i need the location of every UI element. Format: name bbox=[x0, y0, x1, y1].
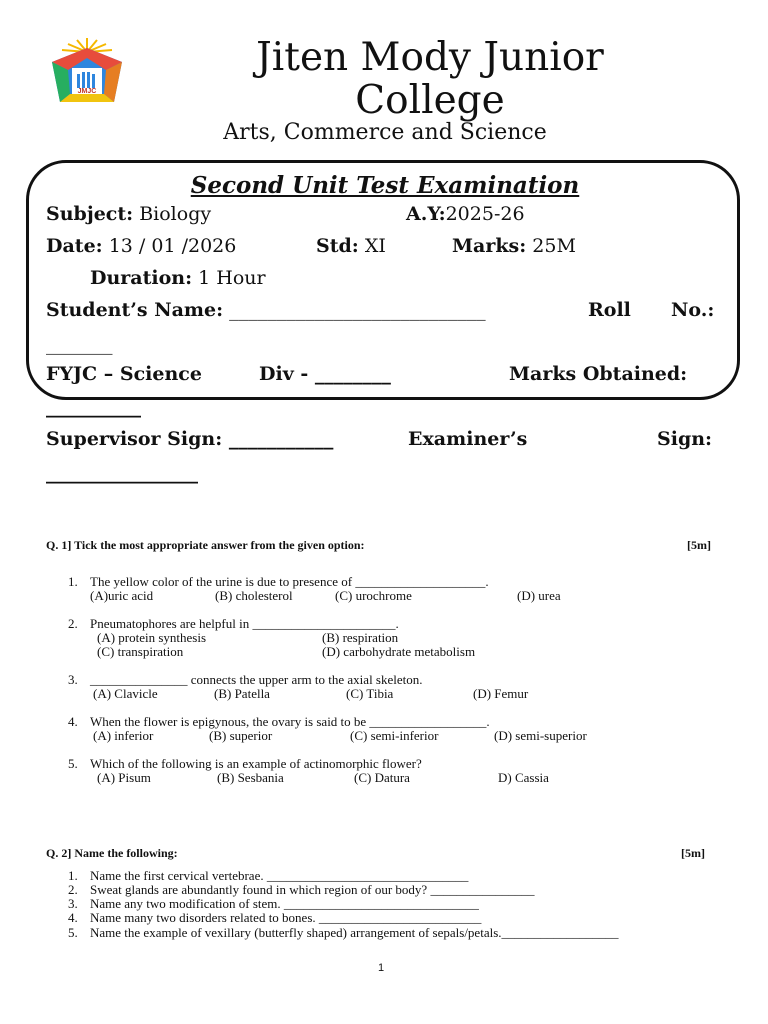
student-name-label: Student’s Name: bbox=[46, 299, 224, 321]
duration-field bbox=[90, 267, 266, 289]
q1-item-number: 5. bbox=[68, 756, 78, 771]
logo-text: JMJC bbox=[77, 88, 97, 95]
college-name bbox=[180, 36, 680, 122]
date-value: 13 / 01 /2026 bbox=[108, 235, 237, 257]
q1-option[interactable]: (B) cholesterol bbox=[215, 588, 293, 603]
q2-item-text: Sweat glands are abundantly found in which region of our body? ________________ bbox=[90, 882, 535, 897]
q1-item-text: Which of the following is an example of actinomorphic flower? bbox=[90, 756, 422, 771]
q1-item-number: 4. bbox=[68, 714, 78, 729]
roll-no-blank[interactable]: _______ bbox=[46, 333, 113, 355]
q1-option[interactable]: (B) Patella bbox=[214, 686, 270, 701]
marks-field bbox=[452, 235, 576, 257]
q2-item-number: 1. bbox=[68, 868, 78, 883]
q2-item-text: Name any two modification of stem. ______________________________ bbox=[90, 896, 479, 911]
q1-item-text: _______________ connects the upper arm to the axial skeleton. bbox=[90, 672, 423, 687]
division-field[interactable]: Div - ________ bbox=[259, 363, 391, 385]
college-name-line2: College bbox=[355, 78, 505, 123]
student-name-blank[interactable]: ___________________________ bbox=[229, 299, 486, 321]
q1-option[interactable]: (A) Pisum bbox=[97, 770, 151, 785]
q1-option[interactable]: (D) carbohydrate metabolism bbox=[322, 644, 476, 659]
q1-item-number: 2. bbox=[68, 616, 78, 631]
q1-option[interactable]: (A) inferior bbox=[93, 728, 154, 743]
q2-heading: Q. 2] Name the following: bbox=[46, 846, 178, 860]
college-logo bbox=[44, 36, 130, 108]
student-name-field[interactable] bbox=[46, 299, 486, 321]
academic-year bbox=[406, 203, 525, 225]
q1-option[interactable]: (B) respiration bbox=[322, 630, 399, 645]
q1-option[interactable]: (A)uric acid bbox=[90, 588, 154, 603]
q1-option[interactable]: (C) Tibia bbox=[346, 686, 394, 701]
std-label: Std: bbox=[316, 235, 359, 257]
fyjc-science-label: FYJC – Science bbox=[46, 363, 202, 385]
q2-item-number: 2. bbox=[68, 882, 78, 897]
q1-item-text: When the flower is epigynous, the ovary is said to be __________________. bbox=[90, 714, 490, 729]
q1-item-number: 1. bbox=[68, 574, 78, 589]
subject-label: Subject: bbox=[46, 203, 134, 225]
q1-option[interactable]: (D) Femur bbox=[473, 686, 529, 701]
q1-option[interactable]: (D) urea bbox=[517, 588, 561, 603]
q1-option[interactable]: D) Cassia bbox=[498, 770, 549, 785]
q1-item-text: Pneumatophores are helpful in ______________________. bbox=[90, 616, 399, 631]
marks-obtained-blank[interactable]: __________ bbox=[46, 396, 141, 418]
examiner-sign-blank[interactable]: ________________ bbox=[46, 462, 198, 484]
q2-item-text: Name many two disorders related to bones. _________________________ bbox=[90, 910, 482, 925]
q1-item-text: The yellow color of the urine is due to presence of ____________________. bbox=[90, 574, 489, 589]
examiner-label: Examiner’s bbox=[408, 428, 528, 450]
q1-marks: [5m] bbox=[687, 538, 711, 552]
date-label: Date: bbox=[46, 235, 103, 257]
subject-row bbox=[46, 203, 211, 225]
exam-title: Second Unit Test Examination bbox=[190, 172, 580, 199]
college-name-line1: Jiten Mody Junior bbox=[256, 35, 604, 80]
q2-item-number: 3. bbox=[68, 896, 78, 911]
q2-item-number: 5. bbox=[68, 925, 78, 940]
q2-marks: [5m] bbox=[681, 846, 705, 860]
q1-option[interactable]: (C) transpiration bbox=[97, 644, 184, 659]
q1-option[interactable]: (A) protein synthesis bbox=[97, 630, 207, 645]
q1-option[interactable]: (A) Clavicle bbox=[93, 686, 158, 701]
date-field bbox=[46, 235, 236, 257]
q1-item-number: 3. bbox=[68, 672, 78, 687]
roll-no-label: No.: bbox=[671, 299, 715, 321]
q1-option[interactable]: (B) superior bbox=[209, 728, 273, 743]
q2-item-text: Name the first cervical vertebrae. _______________________________ bbox=[90, 868, 469, 883]
supervisor-sign-field[interactable]: Supervisor Sign: ___________ bbox=[46, 428, 334, 450]
q1-heading: Q. 1] Tick the most appropriate answer from the given option: bbox=[46, 538, 365, 552]
subject-value: Biology bbox=[139, 203, 212, 225]
ay-label: A.Y: bbox=[406, 203, 446, 225]
marks-value: 25M bbox=[532, 235, 576, 257]
std-value: XI bbox=[364, 235, 386, 257]
q1-option[interactable]: (B) Sesbania bbox=[217, 770, 284, 785]
q1-option[interactable]: (C) urochrome bbox=[335, 588, 412, 603]
q1-option[interactable]: (C) Datura bbox=[354, 770, 410, 785]
ay-value: 2025-26 bbox=[445, 203, 525, 225]
q1-option[interactable]: (D) semi-superior bbox=[494, 728, 587, 743]
examiner-sign-label: Sign: bbox=[657, 428, 713, 450]
marks-obtained-label: Marks Obtained: bbox=[509, 363, 688, 385]
q2-item-text: Name the example of vexillary (butterfly shaped) arrangement of sepals/petals.__________________ bbox=[90, 925, 619, 940]
marks-label: Marks: bbox=[452, 235, 527, 257]
duration-value: 1 Hour bbox=[198, 267, 266, 289]
roll-label: Roll bbox=[588, 299, 631, 321]
q1-option[interactable]: (C) semi-inferior bbox=[350, 728, 439, 743]
college-stream: Arts, Commerce and Science bbox=[223, 120, 547, 145]
q2-item-number: 4. bbox=[68, 910, 78, 925]
page-number: 1 bbox=[378, 962, 385, 974]
std-field bbox=[316, 235, 386, 257]
duration-label: Duration: bbox=[90, 267, 193, 289]
